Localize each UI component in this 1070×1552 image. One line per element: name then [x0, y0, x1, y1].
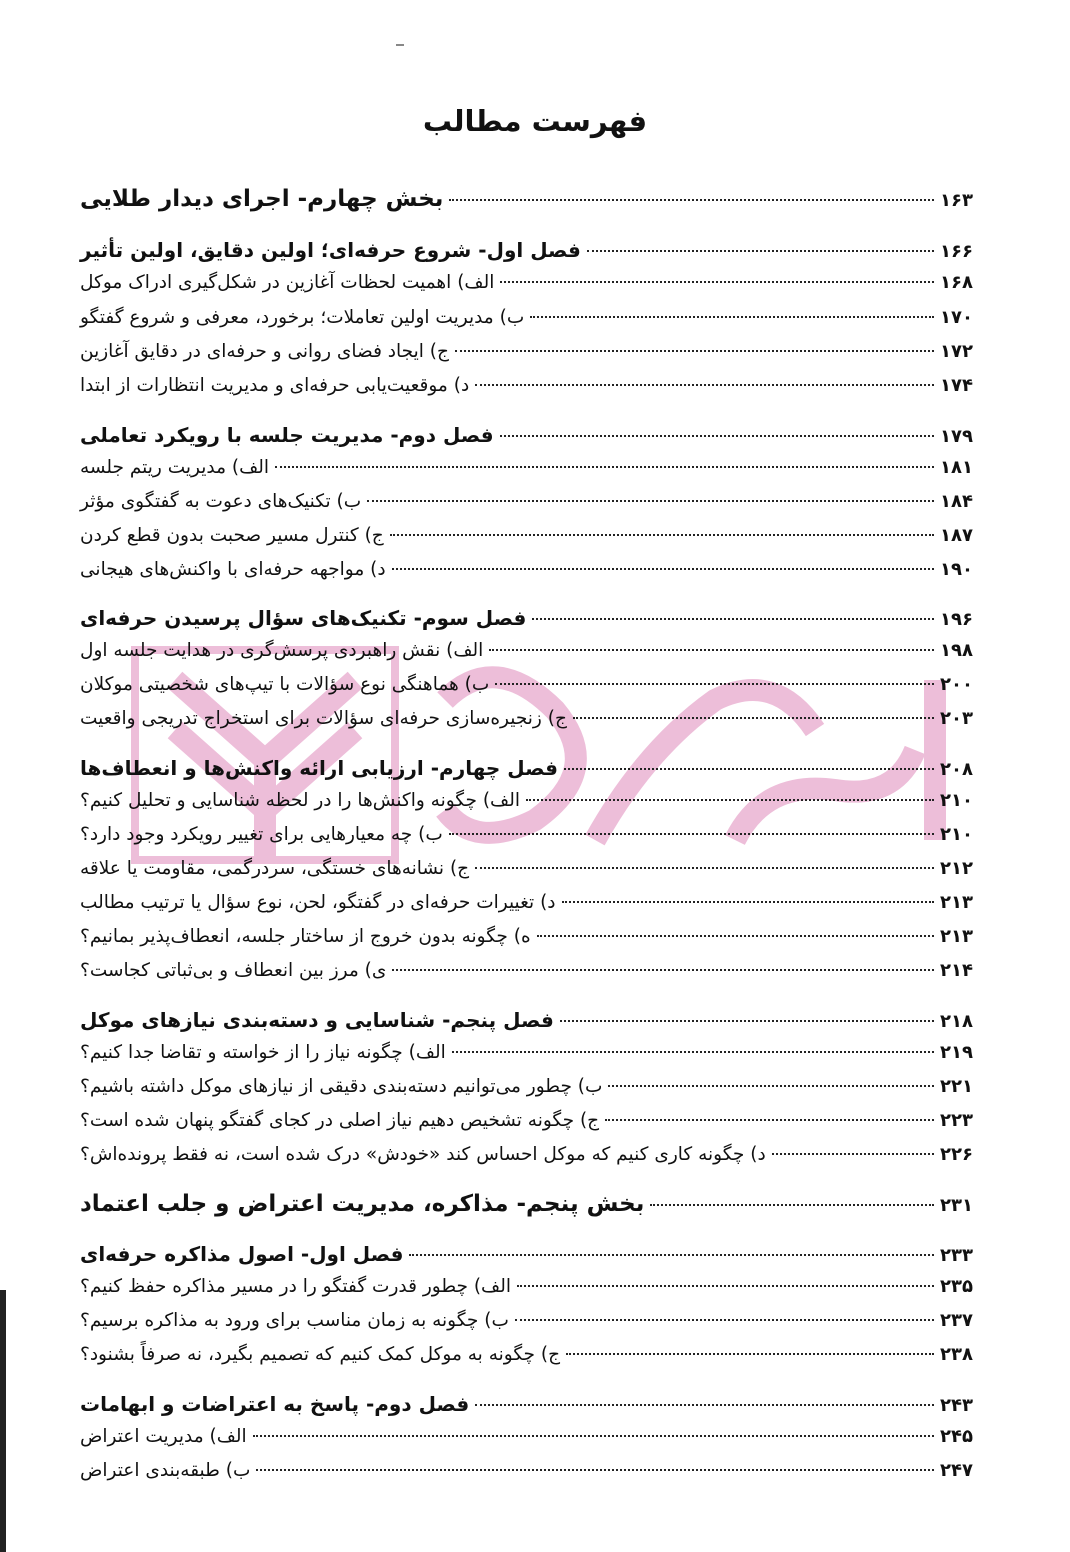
toc-entry-text: الف) چگونه واکنش‌ها را در لحظه شناسایی و تحلیل کنیم؟ — [80, 790, 520, 811]
toc-page-number: ۲۱۳ — [940, 926, 973, 947]
dot-leader — [409, 1254, 934, 1256]
toc-page-number: ۲۲۶ — [940, 1144, 973, 1165]
dot-leader — [253, 1435, 934, 1437]
dot-leader — [475, 1404, 934, 1406]
toc-entry-text: ی) مرز بین انعطاف و بی‌ثباتی کجاست؟ — [80, 960, 387, 981]
dot-leader — [392, 568, 934, 570]
toc-entry-text: الف) چگونه نیاز را از خواسته و تقاضا جدا کنیم؟ — [80, 1042, 446, 1063]
toc-entry-text: الف) مدیریت اعتراض — [80, 1426, 247, 1447]
toc-page-number: ۲۳۳ — [940, 1245, 973, 1266]
dot-leader — [452, 1051, 934, 1053]
toc-page-number: ۱۷۴ — [940, 375, 973, 396]
dot-leader — [566, 1353, 934, 1355]
toc-part-heading — [80, 1191, 980, 1217]
dot-leader — [526, 799, 934, 801]
toc-entry-text: فصل پنجم- شناسایی و دسته‌بندی نیازهای موکل — [80, 1008, 554, 1032]
toc-page-number: ۱۶۸ — [940, 272, 973, 293]
toc-page-number: ۲۴۷ — [940, 1460, 973, 1481]
toc-page-number: ۲۰۰ — [940, 674, 973, 695]
dot-leader — [573, 717, 934, 719]
toc-entry-text: ج) نشانه‌های خستگی، سردرگمی، مقاومت یا علاقه — [80, 858, 470, 879]
dot-leader — [475, 384, 934, 386]
toc-page-number: ۱۸۴ — [940, 491, 973, 512]
dot-leader — [560, 1020, 934, 1022]
toc-entry-text: فصل سوم- تکنیک‌های سؤال پرسیدن حرفه‌ای — [80, 606, 527, 630]
toc-entry-text: ج) چگونه تشخیص دهیم نیاز اصلی در کجای گفتگو پنهان شده است؟ — [80, 1110, 600, 1131]
toc-page-number: ۲۰۸ — [940, 759, 973, 780]
toc-chapter-heading — [80, 756, 980, 780]
toc-item — [80, 491, 980, 512]
toc-item — [80, 1076, 980, 1097]
dot-leader — [530, 316, 934, 318]
toc-item — [80, 1310, 980, 1331]
dot-leader — [489, 649, 934, 651]
toc-entry-text: فصل اول- شروع حرفه‌ای؛ اولین دقایق، اولین تأثیر — [80, 238, 581, 262]
dot-leader — [564, 768, 934, 770]
dot-leader — [367, 500, 934, 502]
dot-leader — [392, 969, 934, 971]
scan-edge — [0, 1290, 6, 1552]
toc-entry-text: بخش پنجم- مذاکره، مدیریت اعتراض و جلب اعتماد — [80, 1191, 645, 1217]
toc-item — [80, 1110, 980, 1131]
toc-entry-text: د) مواجهه حرفه‌ای با واکنش‌های هیجانی — [80, 559, 386, 580]
toc-item — [80, 926, 980, 947]
toc-item — [80, 858, 980, 879]
dot-leader — [532, 618, 934, 620]
toc-entry-text: فصل اول- اصول مذاکره حرفه‌ای — [80, 1242, 404, 1266]
dot-leader — [515, 1319, 934, 1321]
toc-page-number: ۱۹۰ — [940, 559, 973, 580]
dot-leader — [256, 1469, 934, 1471]
dot-leader — [562, 901, 934, 903]
toc-page-number: ۲۳۸ — [940, 1344, 973, 1365]
dot-leader — [449, 833, 934, 835]
toc-entry-text: ج) کنترل مسیر صحبت بدون قطع کردن — [80, 525, 384, 546]
toc-page-number: ۲۰۳ — [940, 708, 973, 729]
toc-page-number: ۲۴۳ — [940, 1395, 973, 1416]
toc-chapter-heading — [80, 1008, 980, 1032]
toc-item — [80, 559, 980, 580]
toc-page-number: ۲۳۷ — [940, 1310, 973, 1331]
toc-entry-text: ج) ایجاد فضای روانی و حرفه‌ای در دقایق آغازین — [80, 341, 449, 362]
toc-page-number: ۲۴۵ — [940, 1426, 973, 1447]
toc-entry-text: ب) چه معیارهایی برای تغییر رویکرد وجود دارد؟ — [80, 824, 443, 845]
toc-item — [80, 525, 980, 546]
toc-page-number: ۲۲۱ — [940, 1076, 973, 1097]
dot-leader — [587, 250, 934, 252]
dot-leader — [517, 1285, 934, 1287]
toc-chapter-heading — [80, 1242, 980, 1266]
toc-page-number: ۲۲۳ — [940, 1110, 973, 1131]
dot-leader — [275, 466, 934, 468]
toc-page-number: ۲۱۹ — [940, 1042, 973, 1063]
toc-item — [80, 790, 980, 811]
toc-item — [80, 960, 980, 981]
toc-page-number: ۲۱۳ — [940, 892, 973, 913]
toc-item — [80, 1426, 980, 1447]
toc-item — [80, 1460, 980, 1481]
toc-item — [80, 674, 980, 695]
toc-entry-text: الف) چطور قدرت گفتگو را در مسیر مذاکره حفظ کنیم؟ — [80, 1276, 511, 1297]
toc-entry-text: ب) هماهنگی نوع سؤالات با تیپ‌های شخصیتی موکلان — [80, 674, 490, 695]
toc-entry-text: ب) طبقه‌بندی اعتراض — [80, 1460, 251, 1481]
toc-item — [80, 375, 980, 396]
toc-entry-text: ب) چگونه به زمان مناسب برای ورود به مذاکره برسیم؟ — [80, 1310, 509, 1331]
dot-leader — [537, 935, 934, 937]
toc-item — [80, 824, 980, 845]
toc-chapter-heading — [80, 606, 980, 630]
toc-page-number: ۱۶۶ — [940, 241, 973, 262]
toc-page-number: ۲۱۲ — [940, 858, 973, 879]
toc-entry-text: ج) چگونه به موکل کمک کنیم که تصمیم بگیرد، نه صرفاً بشنود؟ — [80, 1344, 561, 1365]
toc-entry-text: د) چگونه کاری کنیم که موکل احساس کند «خودش» درک شده است، نه فقط پرونده‌اش؟ — [80, 1144, 766, 1165]
toc-entry-text: فصل دوم- مدیریت جلسه با رویکرد تعاملی — [80, 423, 494, 447]
toc-chapter-heading — [80, 423, 980, 447]
toc-item — [80, 640, 980, 661]
dot-leader — [475, 867, 934, 869]
toc-page-number: ۲۳۱ — [940, 1195, 973, 1216]
dot-leader — [455, 350, 934, 352]
toc-page-number: ۱۶۳ — [940, 190, 973, 211]
toc-entry-text: ه) چگونه بدون خروج از ساختار جلسه، انعطاف‌پذیر بمانیم؟ — [80, 926, 531, 947]
toc-entry-text: فصل دوم- پاسخ به اعتراضات و ابهامات — [80, 1392, 470, 1416]
toc-entry-text: د) موقعیت‌یابی حرفه‌ای و مدیریت انتظارات از ابتدا — [80, 375, 470, 396]
toc-page-number: ۱۷۰ — [940, 307, 973, 328]
toc-chapter-heading — [80, 1392, 980, 1416]
toc-entry-text: الف) اهمیت لحظات آغازین در شکل‌گیری ادراک موکل — [80, 272, 495, 293]
toc-entry-text: ج) زنجیره‌سازی حرفه‌ای سؤالات برای استخراج تدریجی واقعیت — [80, 708, 567, 729]
toc-item — [80, 892, 980, 913]
toc-entry-text: ب) تکنیک‌های دعوت به گفتگوی مؤثر — [80, 491, 362, 512]
toc-entry-text: ب) مدیریت اولین تعاملات؛ برخورد، معرفی و شروع گفتگو — [80, 307, 525, 328]
toc-page-number: ۱۸۷ — [940, 525, 973, 546]
dot-leader — [495, 683, 934, 685]
toc-item — [80, 1344, 980, 1365]
toc-page-number: ۱۷۲ — [940, 341, 973, 362]
toc-part-heading — [80, 186, 980, 212]
toc-item — [80, 708, 980, 729]
dot-leader — [605, 1119, 934, 1121]
toc-page-number: ۱۹۸ — [940, 640, 973, 661]
toc-item — [80, 272, 980, 293]
toc-item — [80, 1276, 980, 1297]
dot-leader — [772, 1153, 934, 1155]
toc-page-number: ۲۱۰ — [940, 790, 973, 811]
toc-chapter-heading — [80, 238, 980, 262]
toc-item — [80, 457, 980, 478]
toc-entry-text: الف) نقش راهبردی پرسش‌گری در هدایت جلسه اول — [80, 640, 484, 661]
dot-leader — [608, 1085, 934, 1087]
toc-item — [80, 1144, 980, 1165]
dot-leader — [500, 435, 934, 437]
dot-leader — [449, 199, 934, 201]
toc-entry-text: بخش چهارم- اجرای دیدار طلایی — [80, 186, 444, 212]
toc-page-number: ۲۳۵ — [940, 1276, 973, 1297]
toc-entry-text: ب) چطور می‌توانیم دسته‌بندی دقیقی از نیازهای موکل داشته باشیم؟ — [80, 1076, 603, 1097]
toc-entry-text: فصل چهارم- ارزیابی ارائه واکنش‌ها و انعطاف‌ها — [80, 756, 558, 780]
toc-item — [80, 341, 980, 362]
toc-page-number: ۱۸۱ — [940, 457, 973, 478]
dot-leader — [390, 534, 934, 536]
toc-entry-text: د) تغییرات حرفه‌ای در گفتگو، لحن، نوع سؤال یا ترتیب مطالب — [80, 892, 556, 913]
toc-entry-text: الف) مدیریت ریتم جلسه — [80, 457, 270, 478]
toc-page-number: ۱۷۹ — [940, 426, 973, 447]
toc-page-number: ۲۱۰ — [940, 824, 973, 845]
dot-leader — [500, 281, 934, 283]
toc-page-number: ۱۹۶ — [940, 609, 973, 630]
toc-item — [80, 1042, 980, 1063]
page-title: فهرست مطالب — [422, 104, 648, 138]
toc-item — [80, 307, 980, 328]
dot-leader — [650, 1204, 934, 1206]
toc-page-number: ۲۱۸ — [940, 1011, 973, 1032]
toc-page-number: ۲۱۴ — [940, 960, 973, 981]
